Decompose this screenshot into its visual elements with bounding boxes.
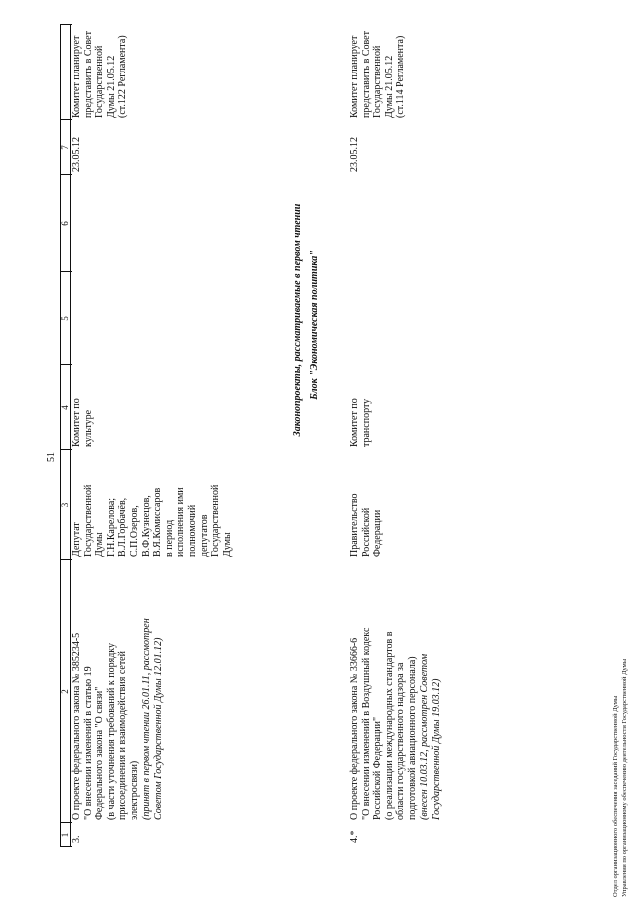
column-header: 7	[60, 145, 70, 150]
bill-title: О проекте федерального закона № 33666-6 "О внесении изменений в Воздушный кодекс Российской Федерации" (о реализации международных стандартов в области государственного надзора за подготовкой авиационного персонала)	[349, 627, 418, 820]
consideration-date: 23.05.12	[71, 137, 82, 172]
footer-line: Управления по организационному обеспечению деятельности Государственной Думы	[621, 658, 628, 897]
bill-status: (внесен 10.03.12, рассмотрен Советом Государственной Думы 19.03.12)	[419, 653, 442, 820]
column-header: 1	[60, 832, 70, 838]
row-note: Комитет планирует представить в Совет Государственной Думы 21.05.12 (ст.122 Регламента)	[71, 31, 129, 118]
bill-title: О проекте федерального закона № 385234-5 "О внесении изменений в статью 19 Федерального закона "О связи" (в части уточнения требований к порядку присоединения и взаимодействия сетей электросвязи)	[71, 632, 140, 820]
bill-status: (принят в первом чтении 26.01.11, рассмотрен Советом Государственной Думы 12.01.12)	[141, 618, 164, 820]
footer-line: Отдел организационного обеспечения заседаний Государственной Думы	[612, 695, 619, 897]
row-number: 4.*	[349, 830, 360, 843]
responsible-committee: Комитет по транспорту	[349, 398, 372, 447]
row-number: 3.	[71, 835, 82, 843]
block-heading: Блок "Экономическая политика"	[309, 250, 320, 400]
bill-author: Правительство Российской Федерации	[349, 493, 384, 557]
page-number: 51	[46, 452, 57, 462]
column-header: 4	[60, 405, 70, 410]
column-header: 5	[60, 316, 70, 321]
responsible-committee: Комитет по культуре	[71, 398, 94, 447]
column-header: 3	[60, 502, 70, 508]
column-header: 6	[60, 221, 70, 226]
section-heading: Законопроекты, рассматриваемые в первом чтении	[292, 203, 303, 437]
row-note: Комитет планирует представить в Совет Государственной Думы 21.05.12 (ст.114 Регламента)	[349, 31, 407, 118]
column-header: 2	[60, 689, 70, 694]
consideration-date: 23.05.12	[349, 137, 360, 172]
bill-author: Депутат Государственной Думы Г.Н.Карелова; В.Л.Горбачёв, С.П.Озеров, В.Ф.Кузнецов, В.Я.Комиссаров в период исполнения ими полномочий депутатов Государственной Думы	[71, 484, 233, 557]
